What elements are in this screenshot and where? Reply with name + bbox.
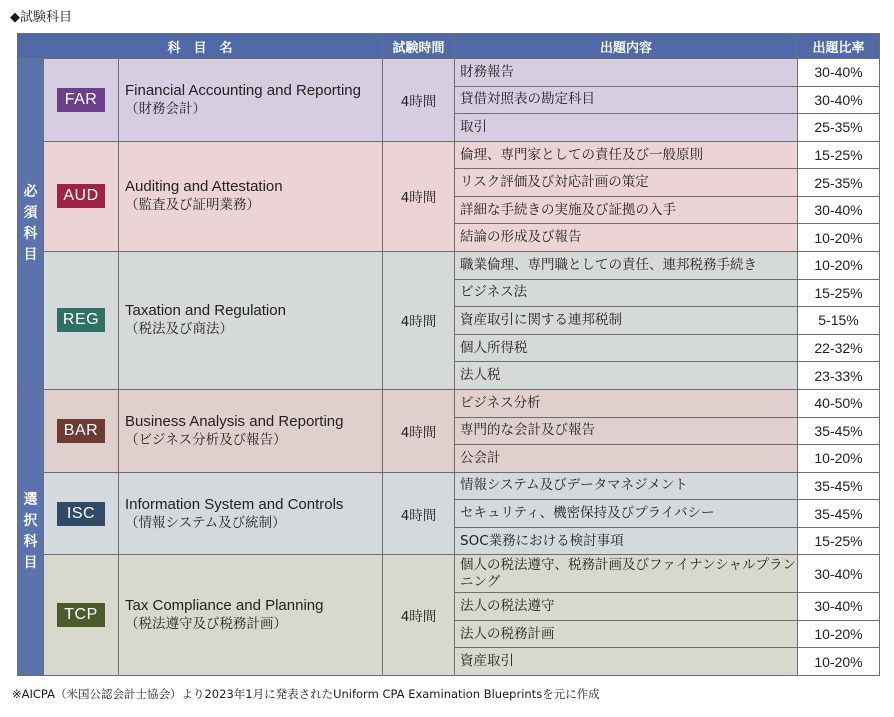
subject-code-badge: BAR — [57, 419, 105, 443]
topic-ratio: 40-50% — [798, 389, 880, 417]
table-row — [18, 252, 880, 280]
topic-ratio: 25-35% — [798, 114, 880, 142]
topic-label: SOC業務における検討事項 — [455, 527, 798, 555]
exam-subjects-table — [17, 33, 880, 676]
subject-name-ja: （監査及び証明業務） — [125, 197, 260, 214]
topic-ratio: 15-25% — [798, 141, 880, 169]
topic-ratio: 10-20% — [798, 224, 880, 252]
topic-ratio: 23-33% — [798, 362, 880, 390]
topic-label: 専門的な会計及び報告 — [455, 417, 798, 445]
topic-label: 法人の税法遵守 — [455, 593, 798, 621]
subject-name-en: Tax Compliance and Planning — [125, 597, 324, 615]
topic-label: 取引 — [455, 114, 798, 142]
topic-ratio: 35-45% — [798, 472, 880, 500]
topic-ratio: 30-40% — [798, 86, 880, 114]
subject-name-cell — [119, 141, 383, 251]
subject-name-ja: （情報システム及び統制） — [125, 514, 286, 531]
topic-label: 情報システム及びデータマネジメント — [455, 472, 798, 500]
subject-code-badge: FAR — [57, 88, 105, 112]
topic-label: リスク評価及び対応計画の策定 — [455, 169, 798, 197]
group-label-elective — [18, 389, 44, 675]
subject-name-cell — [119, 59, 383, 142]
group-label-text: 選択科目 — [23, 492, 38, 572]
exam-hours: 4時間 — [383, 59, 455, 142]
subject-name-en: Taxation and Regulation — [125, 302, 286, 320]
table-row — [18, 59, 880, 87]
table-row — [18, 141, 880, 169]
topic-ratio: 30-40% — [798, 555, 880, 593]
topic-ratio: 25-35% — [798, 169, 880, 197]
header-hours: 試験時間 — [383, 34, 455, 59]
subject-name-ja: （ビジネス分析及び報告） — [125, 431, 287, 448]
table-row — [18, 472, 880, 500]
topic-ratio: 10-20% — [798, 648, 880, 676]
subject-name-ja: （税法遵守及び税務計画） — [125, 616, 287, 633]
topic-label: 財務報告 — [455, 59, 798, 87]
topic-label: 貸借対照表の勘定科目 — [455, 86, 798, 114]
topic-label: 詳細な手続きの実施及び証拠の入手 — [455, 196, 798, 224]
topic-ratio: 10-20% — [798, 252, 880, 280]
topic-label: 個人の税法遵守、税務計画及びファイナンシャルプランニング — [455, 555, 798, 593]
footnote: ※AICPA（米国公認会計士協会）より2023年1月に発表されたUniform CPA Examination Blueprintsを元に作成 — [12, 687, 600, 701]
topic-ratio: 35-45% — [798, 417, 880, 445]
topic-ratio: 5-15% — [798, 307, 880, 335]
group-label-text: 必須科目 — [23, 183, 38, 263]
table-row — [18, 389, 880, 417]
exam-hours: 4時間 — [383, 141, 455, 251]
exam-hours: 4時間 — [383, 389, 455, 472]
topic-label: 法人の税務計画 — [455, 620, 798, 648]
topic-ratio: 15-25% — [798, 279, 880, 307]
subject-name-en: Financial Accounting and Reporting — [125, 81, 361, 99]
section-title: ◆試験科目 — [10, 10, 72, 25]
topic-label: 資産取引 — [455, 648, 798, 676]
subject-code-badge: AUD — [57, 184, 105, 208]
subject-code-cell — [44, 472, 119, 555]
exam-hours: 4時間 — [383, 472, 455, 555]
subject-code-cell — [44, 252, 119, 390]
subject-name-en: Information System and Controls — [125, 495, 344, 513]
header-subject: 科 目 名 — [18, 34, 383, 59]
topic-label: セキュリティ、機密保持及びプライバシー — [455, 500, 798, 528]
exam-hours: 4時間 — [383, 555, 455, 676]
table-row — [18, 555, 880, 593]
header-content: 出題内容 — [455, 34, 798, 59]
topic-ratio: 22-32% — [798, 334, 880, 362]
topic-label: 資産取引に関する連邦税制 — [455, 307, 798, 335]
table-body — [18, 59, 880, 676]
exam-hours: 4時間 — [383, 252, 455, 390]
topic-ratio: 10-20% — [798, 445, 880, 473]
subject-code-badge: REG — [57, 308, 105, 332]
subject-name-cell — [119, 555, 383, 676]
topic-ratio: 10-20% — [798, 620, 880, 648]
subject-name-ja: （財務会計） — [125, 100, 206, 117]
topic-label: ビジネス分析 — [455, 389, 798, 417]
subject-name-en: Auditing and Attestation — [125, 178, 283, 196]
topic-label: 法人税 — [455, 362, 798, 390]
subject-code-cell — [44, 59, 119, 142]
topic-ratio: 30-40% — [798, 59, 880, 87]
topic-ratio: 15-25% — [798, 527, 880, 555]
table-header-row — [18, 34, 880, 59]
topic-label: 職業倫理、専門職としての責任、連邦税務手続き — [455, 252, 798, 280]
subject-code-cell — [44, 141, 119, 251]
subject-name-cell — [119, 389, 383, 472]
topic-label: 個人所得税 — [455, 334, 798, 362]
topic-ratio: 30-40% — [798, 593, 880, 621]
topic-label: ビジネス法 — [455, 279, 798, 307]
subject-code-badge: TCP — [57, 603, 105, 627]
subject-name-ja: （税法及び商法） — [125, 321, 233, 338]
topic-label: 倫理、専門家としての責任及び一般原則 — [455, 141, 798, 169]
subject-name-cell — [119, 252, 383, 390]
header-ratio: 出題比率 — [798, 34, 880, 59]
subject-name-cell — [119, 472, 383, 555]
group-label-required — [18, 59, 44, 390]
topic-label: 結論の形成及び報告 — [455, 224, 798, 252]
subject-code-cell — [44, 389, 119, 472]
topic-label: 公会計 — [455, 445, 798, 473]
topic-ratio: 35-45% — [798, 500, 880, 528]
subject-name-en: Business Analysis and Reporting — [125, 412, 344, 430]
topic-ratio: 30-40% — [798, 196, 880, 224]
subject-code-cell — [44, 555, 119, 676]
subject-code-badge: ISC — [57, 502, 105, 526]
